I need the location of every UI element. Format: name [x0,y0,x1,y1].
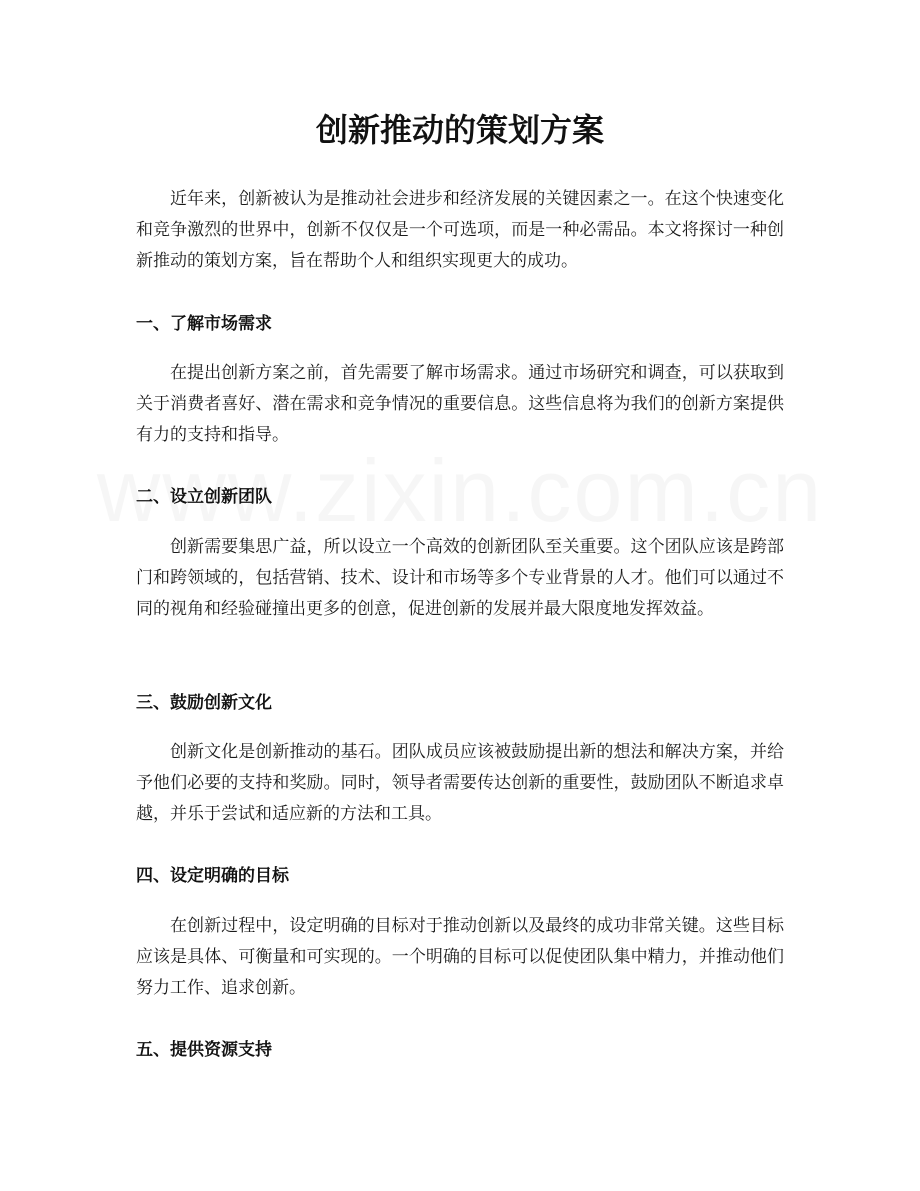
intro-paragraph: 近年来，创新被认为是推动社会进步和经济发展的关键因素之一。在这个快速变化和竞争激烈的世界中，创新不仅仅是一个可选项，而是一种必需品。本文将探讨一种创新推动的策划方案，旨在帮助个人和组织实现更大的成功。 [136,189,784,271]
section-body-1: 在提出创新方案之前，首先需要了解市场需求。通过市场研究和调查，可以获取到关于消费者喜好、潜在需求和竞争情况的重要信息。这些信息将为我们的创新方案提供有力的支持和指导。 [136,363,784,445]
section-heading-2: 二、设立创新团队 [136,487,272,507]
section-heading-1: 一、了解市场需求 [136,314,272,334]
section-body-2: 创新需要集思广益，所以设立一个高效的创新团队至关重要。这个团队应该是跨部门和跨领域的，包括营销、技术、设计和市场等多个专业背景的人才。他们可以通过不同的视角和经验碰撞出更多的创意，促进创新的发展并最大限度地发挥效益。 [136,537,784,619]
section-body-3: 创新文化是创新推动的基石。团队成员应该被鼓励提出新的想法和解决方案，并给予他们必要的支持和奖励。同时，领导者需要传达创新的重要性，鼓励团队不断追求卓越，并乐于尝试和适应新的方法和工具。 [136,742,784,824]
section-body-4: 在创新过程中，设定明确的目标对于推动创新以及最终的成功非常关键。这些目标应该是具体、可衡量和可实现的。一个明确的目标可以促使团队集中精力，并推动他们努力工作、追求创新。 [136,916,784,998]
document-title: 创新推动的策划方案 [315,111,604,149]
section-heading-3: 三、鼓励创新文化 [136,693,272,713]
section-heading-4: 四、设定明确的目标 [136,866,289,886]
section-heading-5: 五、提供资源支持 [136,1040,272,1060]
